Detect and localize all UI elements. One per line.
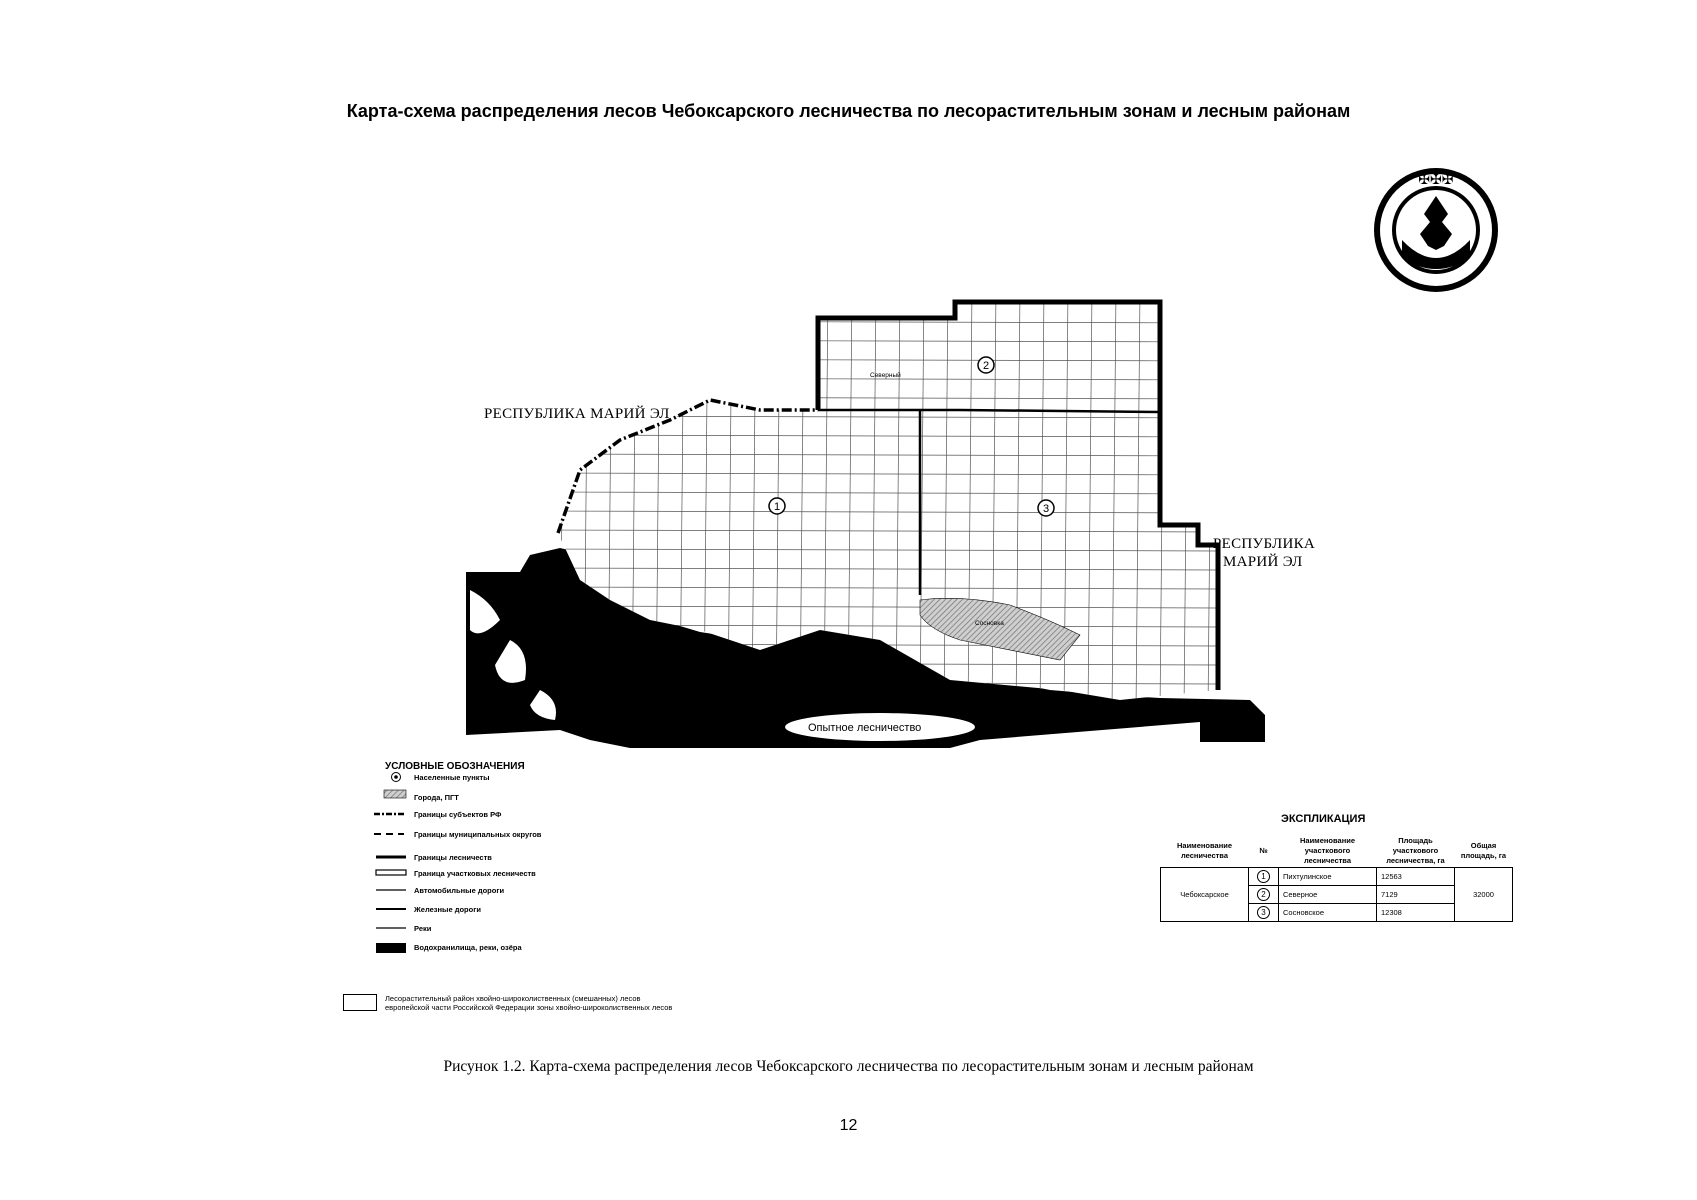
district-name: Сосновское (1279, 904, 1377, 922)
svg-text:1: 1 (773, 501, 781, 513)
legend-item-label: Населенные пункты (414, 772, 490, 782)
district-area: 12563 (1377, 868, 1455, 886)
legend-item-label: Граница участковых лесничеств (414, 868, 536, 878)
district-name: Пихтулинское (1279, 868, 1377, 886)
district-area: 7129 (1377, 886, 1455, 904)
legend-item-label: Водохранилища, реки, озёра (414, 942, 522, 952)
table-row (1161, 868, 1513, 886)
mari-el-left-label: РЕСПУБЛИКА МАРИЙ ЭЛ (484, 406, 670, 422)
legend-item-forestry-border-line (414, 850, 492, 864)
forestry-name-cell: Чебоксарское (1161, 868, 1249, 922)
legend-item-label: Реки (414, 923, 432, 933)
legend-item-settlement-dot (414, 770, 490, 784)
legend-item-label: Автомобильные дороги (414, 885, 505, 895)
legend-symbols (374, 773, 406, 954)
forestry-marker-3 (1038, 500, 1054, 516)
zone-text-line1: Лесорастительный район хвойно-широколиственных (смешанных) лесов (385, 994, 641, 1003)
legend-item-river-line (414, 921, 431, 935)
legend-item-district-forestry-border-line (414, 866, 536, 880)
mari-el-right-label-2: МАРИЙ ЭЛ (1223, 554, 1303, 570)
legend-item-road-line (414, 883, 504, 897)
row-num: 3 (1257, 906, 1270, 919)
opytnoe-label: Опытное лесничество (808, 722, 922, 734)
mari-el-right-label-1: РЕСПУБЛИКА (1213, 536, 1316, 552)
svg-text:✠✠✠: ✠✠✠ (1418, 172, 1454, 188)
legend-item-city-hatch (414, 790, 459, 804)
row-num: 1 (1257, 870, 1270, 883)
legend-item-label: Города, ПГТ (414, 792, 459, 802)
header-num: № (1259, 846, 1268, 855)
page-number: 12 (839, 1117, 858, 1134)
explication-title: ЭКСПЛИКАЦИЯ (1281, 813, 1366, 825)
zone-legend (343, 994, 672, 1012)
zone-text-line2: европейской части Российской Федерации зоны хвойно-широколиственных лесов (385, 1003, 673, 1012)
legend-item-label: Границы лесничеств (414, 852, 492, 862)
legend-item-water-fill (414, 940, 522, 954)
header-district: Наименование участкового лесничества (1299, 836, 1356, 865)
figure-caption: Рисунок 1.2. Карта-схема распределения лесов Чебоксарского лесничества по лесорастительным зонам и лесным районам (443, 1058, 1254, 1075)
svg-text:2: 2 (982, 360, 990, 372)
legend-item-federal-border-line (414, 807, 501, 821)
legend-item-label: Железные дороги (414, 904, 481, 914)
legend-item-label: Границы субъектов РФ (414, 809, 502, 819)
row-num: 2 (1257, 888, 1270, 901)
svg-text:3: 3 (1042, 503, 1050, 515)
forestry-marker-1 (769, 498, 785, 514)
legend-title: УСЛОВНЫЕ ОБОЗНАЧЕНИЯ (385, 761, 525, 772)
zone-swatch (343, 994, 377, 1011)
total-area-cell: 32000 (1455, 868, 1513, 922)
explication-table (1160, 835, 1513, 922)
legend-item-railway-line (414, 902, 481, 916)
chuvash-emblem (1374, 168, 1498, 292)
legend-item-municipal-border-line (414, 827, 541, 841)
map-title: Карта-схема распределения лесов Чебоксарского лесничества по лесорастительным зонам и лесным районам (346, 101, 1351, 121)
severny-label: Северный (870, 372, 901, 379)
sosnovka-label: Сосновка (975, 620, 1004, 627)
explication-header-row (1161, 835, 1513, 868)
forestry-marker-2 (978, 357, 994, 373)
header-total-area: Общая площадь, га (1460, 841, 1507, 860)
district-name: Северное (1279, 886, 1377, 904)
header-district-area: Площадь участкового лесничества, га (1386, 836, 1445, 865)
header-forestry: Наименование лесничества (1176, 841, 1233, 860)
legend-item-label: Границы муниципальных округов (414, 829, 542, 839)
district-area: 12308 (1377, 904, 1455, 922)
